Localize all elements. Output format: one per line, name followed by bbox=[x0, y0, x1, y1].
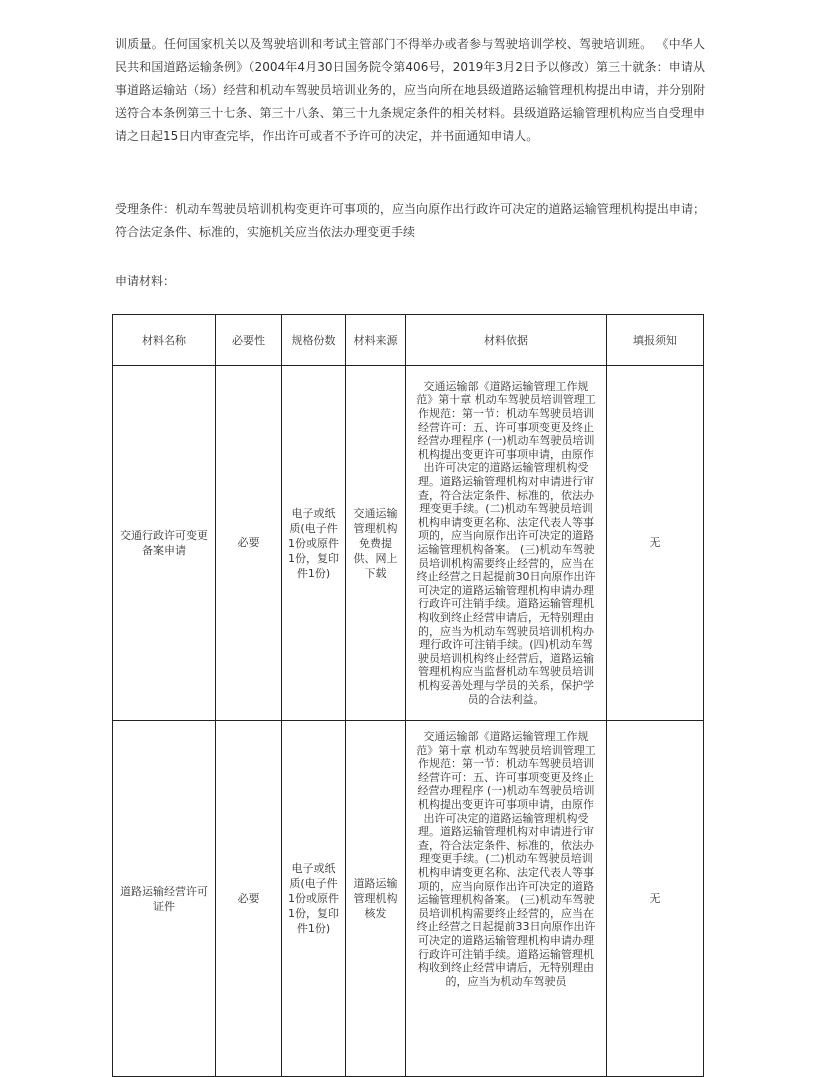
cell-basis-wrapper bbox=[406, 721, 607, 1077]
cell-spec: 电子或纸质(电子件1份或原件1份，复印件1份) bbox=[282, 721, 346, 1077]
cell-notice: 无 bbox=[607, 721, 704, 1077]
cell-material-name: 交通行政许可变更备案申请 bbox=[113, 366, 216, 721]
header-spec: 规格份数 bbox=[282, 315, 346, 366]
table-header-row bbox=[113, 315, 704, 366]
header-basis: 材料依据 bbox=[406, 315, 607, 366]
materials-table bbox=[112, 314, 704, 1077]
header-necessity: 必要性 bbox=[216, 315, 282, 366]
cell-basis: 交通运输部《道路运输管理工作规范》第十章 机动车驾驶员培训管理工作规范：第一节：机动车驾驶员培训经营许可：五、许可事项变更及终止经营办理程序 (一)机动车驾驶员培训机构提出变更许可事项申请，由原作出许可决定的道路运输管理机构受理。道路运输管理机构对申请进行审查，符合法定条件、标准的，依法办理变更手续。(二)机动车驾驶员培训机构申请变更名称、法定代表人等事项的，应当向原作出许可决定的道路运输管理机构备案。 (三)机动车驾驶员培训机构需要终止经营的，应当在终止经营之日起提前33日向原作出许可决定的道路运输管理机构申请办理行政许可注销手续。道路运输管理机构收到终止经营申请后，无特别理由的，应当为机动车驾驶员 bbox=[416, 730, 596, 988]
table-row bbox=[113, 721, 704, 1077]
cell-spec: 电子或纸质(电子件1份或原件1份，复印件1份) bbox=[282, 366, 346, 721]
cell-necessity: 必要 bbox=[216, 366, 282, 721]
cell-source: 道路运输管理机构核发 bbox=[346, 721, 406, 1077]
header-source: 材料来源 bbox=[346, 315, 406, 366]
cell-basis: 交通运输部《道路运输管理工作规范》第十章 机动车驾驶员培训管理工作规范：第一节：机动车驾驶员培训经营许可：五、许可事项变更及终止经营办理程序 (一)机动车驾驶员培训机构提出变更许可事项申请，由原作出许可决定的道路运输管理机构受理。道路运输管理机构对申请进行审查，符合法定条件、标准的，依法办理变更手续。(二)机动车驾驶员培训机构申请变更名称、法定代表人等事项的，应当向原作出许可决定的道路运输管理机构备案。 (三)机动车驾驶员培训机构需要终止经营的，应当在终止经营之日起提前30日向原作出许可决定的道路运输管理机构申请办理行政许可注销手续。道路运输管理机构收到终止经营申请后，无特别理由的，应当为机动车驾驶员培训机构办理行政许可注销手续。(四)机动车驾驶员培训机构终止经营后，道路运输管理机构应当监督机动车驾驶员培训机构妥善处理与学员的关系，保护学员的合法利益。 bbox=[406, 366, 607, 721]
header-material-name: 材料名称 bbox=[113, 315, 216, 366]
intro-paragraph: 训质量。任何国家机关以及驾驶培训和考试主管部门不得举办或者参与驾驶培训学校、驾驶培训班。 《中华人民共和国道路运输条例》（2004年4月30日国务院令第406号，2019年3月2日予以修改）第三十就条：申请从事道路运输站（场）经营和机动车驾驶员培训业务的，应当向所在地县级道路运输管理机构提出申请，并分别附送符合本条例第三十七条、第三十八条、第三十九条规定条件的相关材料。县级道路运输管理机构应当自受理申请之日起15日内审查完毕，作出许可或者不予许可的决定，并书面通知申请人。 bbox=[115, 37, 705, 143]
cell-source: 交通运输管理机构免费提供、网上下载 bbox=[346, 366, 406, 721]
cell-necessity: 必要 bbox=[216, 721, 282, 1077]
cell-notice: 无 bbox=[607, 366, 704, 721]
acceptance-condition: 受理条件：机动车驾驶员培训机构变更许可事项的，应当向原作出行政许可决定的道路运输管理机构提出申请；符合法定条件、标准的，实施机关应当依法办理变更手续 bbox=[115, 202, 705, 239]
header-notice: 填报须知 bbox=[607, 315, 704, 366]
cell-material-name: 道路运输经营许可证件 bbox=[113, 721, 216, 1077]
materials-label: 申请材料： bbox=[115, 274, 176, 288]
table-row bbox=[113, 366, 704, 721]
